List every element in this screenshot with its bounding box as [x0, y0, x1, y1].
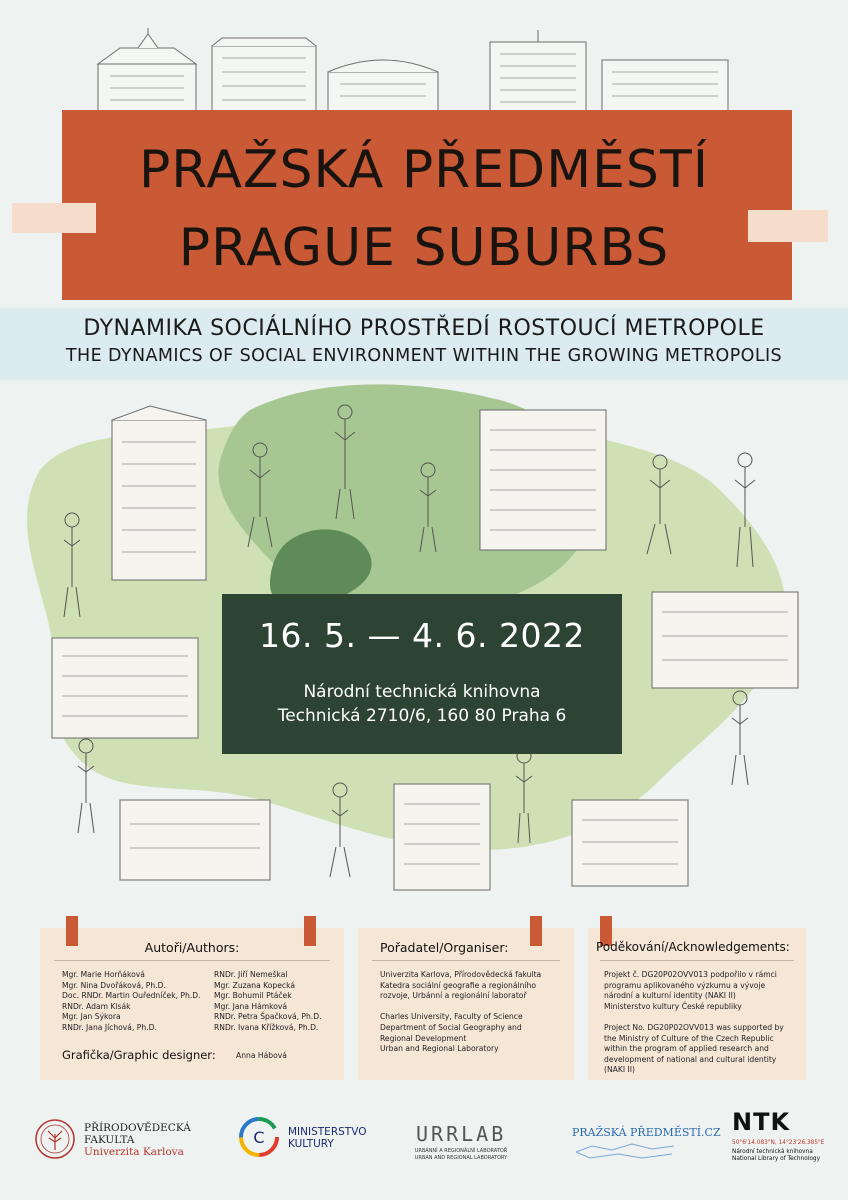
organiser-line: Katedra sociální geografie a regionálního — [380, 980, 536, 990]
title-czech: PRAŽSKÁ PŘEDMĚSTÍ — [138, 140, 710, 200]
organiser-line: Univerzita Karlova, Přírodovědecká fakulta — [380, 970, 542, 979]
acknowledgement-line: Project No. DG20P02OVV013 was supported by — [604, 1022, 784, 1032]
acknowledgements-text — [604, 970, 804, 1076]
author-name: Doc. RNDr. Martin Ouředníček, Ph.D. — [62, 991, 201, 1001]
urrlab-name-line: URBÁNNÍ A REGIONÁLNÍ LABORATOŘ — [414, 1148, 508, 1154]
author-name: RNDr. Jiří Nemeškal — [214, 970, 288, 979]
author-name: Mgr. Zuzana Kopecká — [214, 980, 295, 990]
divider — [372, 960, 560, 961]
urrlab-name-line: URBAN AND REGIONAL LABORATORY — [414, 1154, 508, 1161]
faculty-name-line: FAKULTA — [84, 1134, 135, 1146]
organiser-line: Regional Development — [380, 1033, 467, 1043]
organiser-line — [380, 1002, 570, 1013]
ministry-name-line: KULTURY — [288, 1138, 334, 1150]
acknowledgement-line: (NAKI II) — [604, 1065, 635, 1075]
organiser-line: Urban and Regional Laboratory — [380, 1044, 499, 1054]
divider — [600, 960, 794, 961]
map-outline-icon — [572, 1142, 678, 1160]
organiser-line: Charles University, Faculty of Science — [380, 1012, 523, 1022]
faculty-name-line: PŘÍRODOVĚDECKÁ — [84, 1122, 191, 1134]
ntk-name-line: National Library of Technology — [732, 1156, 821, 1162]
subtitle-czech: DYNAMIKA SOCIÁLNÍHO PROSTŘEDÍ ROSTOUCÍ METROPOLE — [83, 316, 765, 341]
designer-name: Anna Hábová — [236, 1051, 287, 1060]
organiser-line: rozvoje, Urbánní a regionální laboratoř — [380, 991, 527, 1001]
title-english: PRAGUE SUBURBS — [178, 218, 670, 278]
acknowledgement-line — [604, 1012, 804, 1023]
ntk-coordinates: 50°6'14.083"N, 14°23'26.385"E — [732, 1140, 825, 1146]
author-name: Mgr. Jana Hámková — [214, 1001, 288, 1011]
acknowledgements-heading: Poděkování/Acknowledgements: — [596, 940, 790, 954]
author-name: Mgr. Bohumil Ptáček — [214, 991, 292, 1001]
acknowledgement-line: národní a kulturní identity (NAKI II) — [604, 991, 736, 1001]
author-name: Mgr. Nina Dvořáková, Ph.D. — [62, 980, 166, 990]
ministry-logo-text — [288, 1126, 366, 1150]
ministry-name-line: MINISTERSTVO — [288, 1126, 367, 1138]
suburbs-logo-text: PRAŽSKÁ PŘEDMĚSTÍ.CZ — [572, 1126, 721, 1139]
acknowledgement-line: Ministerstvo kultury České republiky — [604, 1001, 742, 1011]
acknowledgement-line: within the program of applied research and — [604, 1044, 769, 1054]
authors-column-1 — [62, 970, 212, 1034]
svg-text:C: C — [253, 1128, 265, 1147]
divider — [54, 960, 330, 961]
organiser-text — [380, 970, 570, 1055]
ntk-mark: NTK — [732, 1108, 791, 1136]
event-dates: 16. 5. — 4. 6. 2022 — [259, 616, 585, 655]
subtitle-english: THE DYNAMICS OF SOCIAL ENVIRONMENT WITHIN THE GROWING METROPOLIS — [65, 346, 783, 366]
authors-column-2 — [214, 970, 340, 1034]
event-address: Technická 2710/6, 160 80 Praha 6 — [277, 706, 567, 726]
event-venue: Národní technická knihovna — [303, 682, 541, 702]
university-name: Univerzita Karlova — [84, 1146, 184, 1158]
author-name: RNDr. Petra Špačková, Ph.D. — [214, 1012, 322, 1022]
faculty-seal-icon — [34, 1118, 76, 1160]
author-name: Mgr. Marie Horňáková — [62, 970, 145, 979]
acknowledgement-line: programu aplikovaného výzkumu a vývoje — [604, 980, 766, 990]
author-name: RNDr. Jana Jíchová, Ph.D. — [62, 1022, 157, 1032]
urrlab-text — [406, 1148, 516, 1161]
author-name: Mgr. Jan Sýkora — [62, 1012, 121, 1022]
ntk-text — [732, 1149, 820, 1163]
designer-label: Grafička/Graphic designer: — [62, 1048, 216, 1062]
acknowledgement-line: Projekt č. DG20P02OVV013 podpořilo v rámci — [604, 970, 777, 979]
organiser-line: Department of Social Geography and — [380, 1022, 522, 1032]
skyline-illustration — [90, 28, 750, 114]
urrlab-mark: URRLAB — [416, 1122, 507, 1146]
organiser-heading: Pořadatel/Organiser: — [380, 940, 509, 955]
author-name: RNDr. Adam Klsák — [62, 1001, 131, 1011]
acknowledgement-line: development of national and cultural identity — [604, 1054, 777, 1064]
author-name: RNDr. Ivana Křížková, Ph.D. — [214, 1022, 319, 1032]
acknowledgement-line: the Ministry of Culture of the Czech Republic — [604, 1033, 774, 1043]
ministry-logo-icon — [238, 1116, 280, 1158]
panel-clip — [530, 916, 542, 946]
authors-heading: Autoři/Authors: — [144, 940, 240, 955]
ntk-name-line: Národní technická knihovna — [732, 1149, 813, 1155]
faculty-logo-text — [84, 1122, 191, 1158]
